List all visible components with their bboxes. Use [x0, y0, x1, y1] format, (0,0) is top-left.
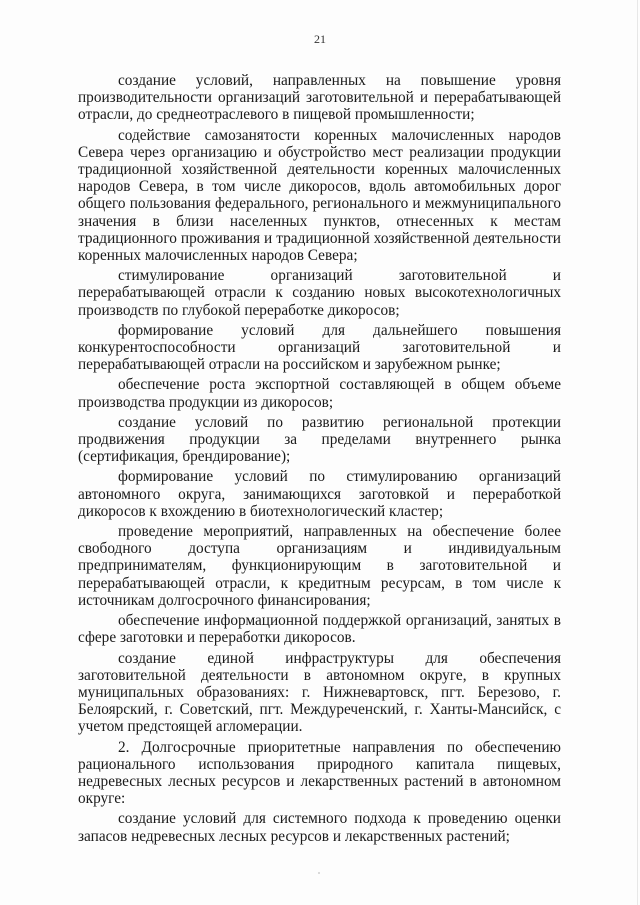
paragraph: формирование условий по стимулированию организаций автономного округа, занимающихся заготовкой и переработкой дикоросов к вхождению в биотехнологический кластер; [78, 468, 561, 520]
document-body [78, 72, 561, 848]
paragraph: создание единой инфраструктуры для обеспечения заготовительной деятельности в автономном округе, в крупных муниципальных образованиях: г. Нижневартовск, пгт. Березово, г. Белоярский, г. Советский, пгт. Междуреченский, г. Ханты-Мансийск, с учетом предстоящей агломерации. [78, 649, 561, 736]
paragraph: содействие самозанятости коренных малочисленных народов Севера через организацию и обустройство мест реализации продукции традиционной хозяйственной деятельности коренных малочисленных народов Севера, в том числе дикоросов, вдоль автомобильных дорог общего пользования федерального, регионального и межмуниципального значения в близи населенных пунктов, отнесенных к местам традиционного проживания и традиционной хозяйственной деятельности коренных малочисленных народов Севера; [78, 126, 561, 265]
paragraph: формирование условий для дальнейшего повышения конкурентоспособности организаций заготовительной и перерабатывающей отрасли на российском и зарубежном рынке; [78, 321, 561, 374]
page-number: 21 [314, 32, 326, 46]
paragraph: стимулирование организаций заготовительной и перерабатывающей отрасли к созданию новых высокотехнологичных производств по глубокой переработке дикоросов; [78, 267, 561, 319]
paragraph: обеспечение роста экспортной составляющей в общем объеме производства продукции из дикоросов; [78, 376, 561, 411]
scan-artifact-dot [318, 872, 320, 874]
paragraph: создание условий по развитию региональной протекции продвижения продукции за пределами внутреннего рынка (сертификация, брендирование); [78, 413, 561, 466]
paragraph: создание условий, направленных на повышение уровня производительности организаций заготовительной и перерабатывающей отрасли, до среднеотраслевого в пищевой промышленности; [78, 72, 561, 124]
section-heading-paragraph: 2. Долгосрочные приоритетные направления по обеспечению рационального использования природного капитала пищевых, недревесных лесных ресурсов и лекарственных растений в автономном округе: [78, 738, 561, 808]
paragraph: проведение мероприятий, направленных на обеспечение более свободного доступа организациям и индивидуальным предпринимателям, функционирующим в заготовительной и перерабатывающей отрасли, к кредитным ресурсам, в том числе к источникам долгосрочного финансирования; [78, 523, 561, 609]
paragraph: обеспечение информационной поддержкой организаций, занятых в сфере заготовки и переработки дикоросов. [78, 612, 561, 647]
paragraph: создание условий для системного подхода к проведению оценки запасов недревесных лесных ресурсов и лекарственных растений; [78, 810, 561, 845]
scan-edge-line [637, 0, 638, 905]
